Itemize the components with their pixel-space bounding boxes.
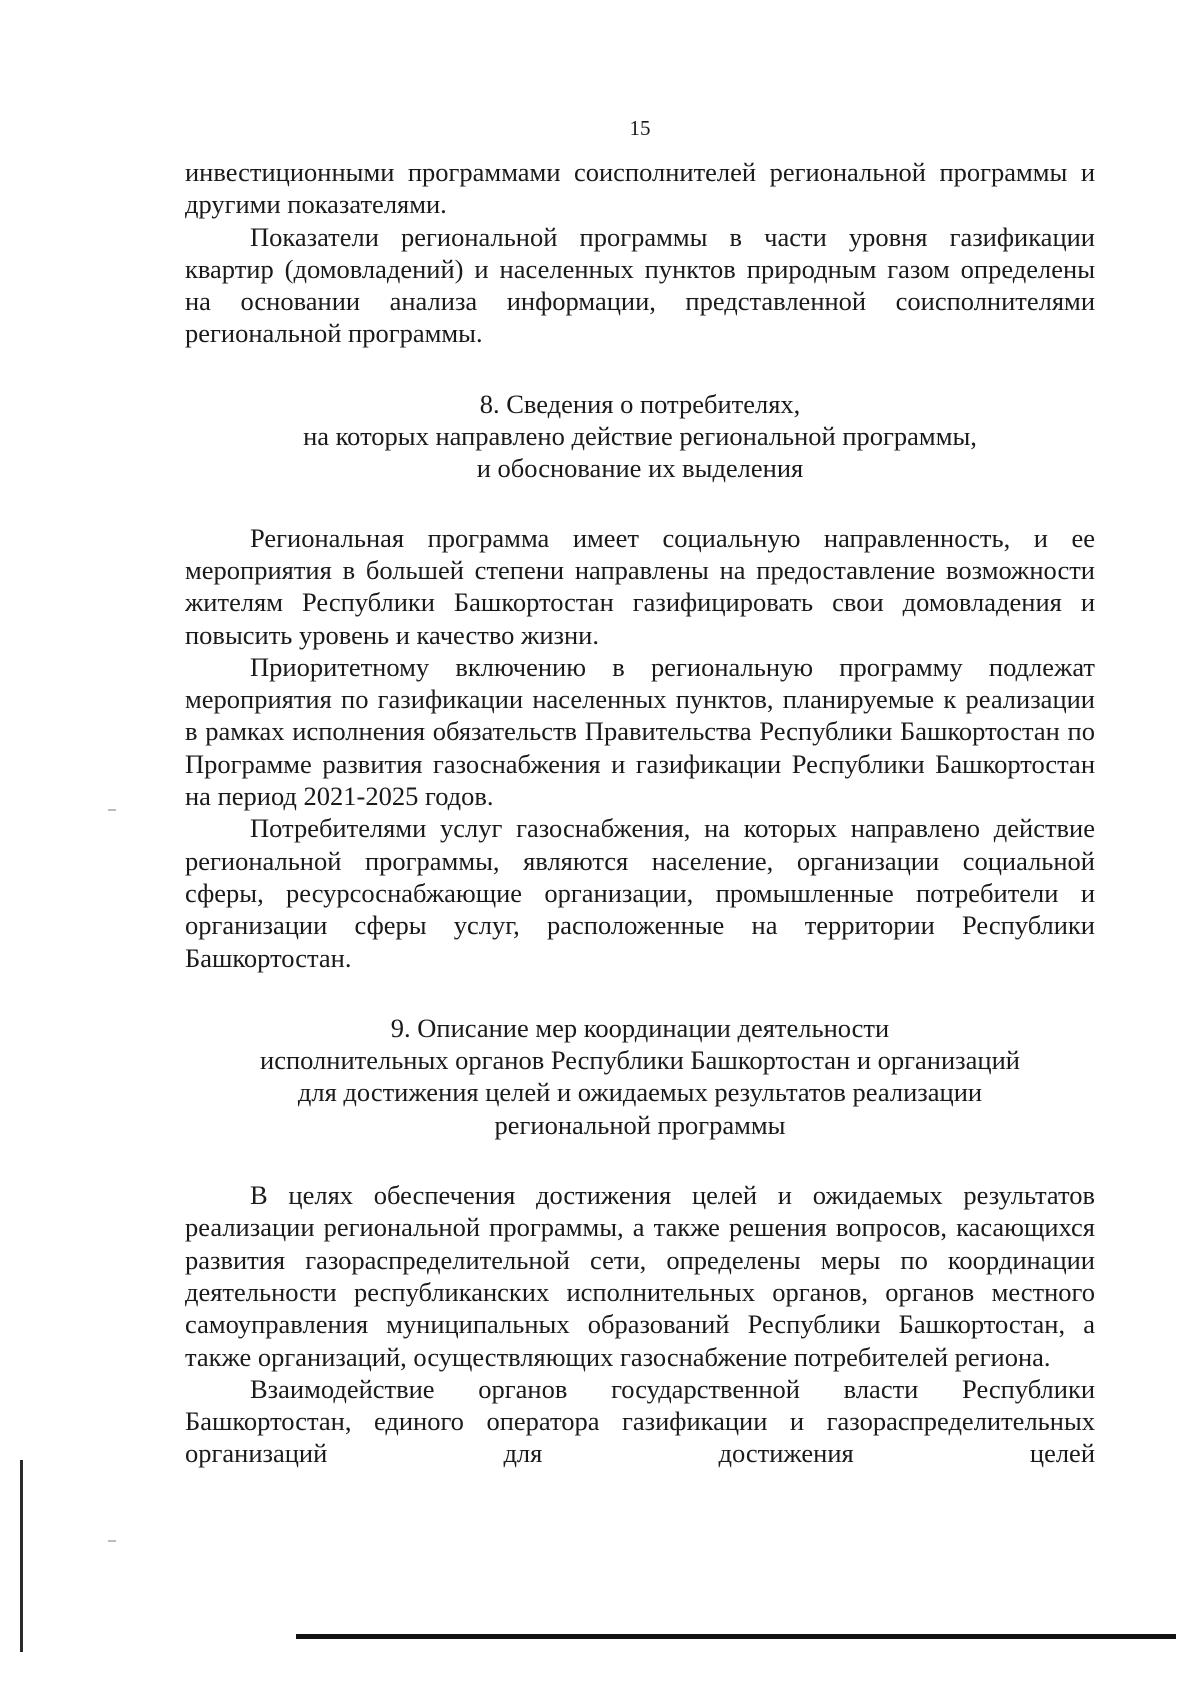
heading-line: 8. Сведения о потребителях,	[479, 388, 801, 419]
scan-left-edge-rule	[20, 1460, 23, 1652]
paragraph-indicators: Показатели региональной программы в части уровня газификации квартир (домовладений) и населенных пунктов природным газом определены на основании анализа информации, представленной соисполнителями региональной программы.	[185, 221, 1095, 349]
document-body	[185, 156, 1095, 1470]
heading-line: и обоснование их выделения	[476, 453, 804, 484]
section-9-heading	[185, 1012, 1095, 1141]
paragraph-continuation: инвестиционными программами соисполнителей региональной программы и другими показателями.	[185, 157, 1095, 220]
heading-line: на которых направлено действие региональной программы,	[303, 421, 977, 452]
scan-speck	[108, 809, 116, 811]
section-8-paragraph: Приоритетному включению в региональную программу подлежат мероприятия по газификации населенных пунктов, планируемые к реализации в рамках исполнения обязательств Правительства Республики Башкортостан по Программе развития газоснабжения и газификации Республики Башкортостан на период 2021-2025 годов.	[185, 651, 1095, 812]
section-9-paragraph: Взаимодействие органов государственной власти Республики Башкортостан, единого оператора газификации и газораспределительных организаций для достижения целей	[185, 1373, 1095, 1469]
page-number: 15	[629, 116, 651, 140]
scan-speck	[108, 1540, 116, 1542]
heading-line: для достижения целей и ожидаемых результатов реализации	[297, 1077, 983, 1108]
section-9-paragraph: В целях обеспечения достижения целей и ожидаемых результатов реализации региональной программы, а также решения вопросов, касающихся развития газораспределительной сети, определены меры по координации деятельности республиканских исполнительных органов, органов местного самоуправления муниципальных образований Республики Башкортостан, а также организаций, осуществляющих газоснабжение потребителей региона.	[185, 1180, 1095, 1372]
scan-bottom-bar	[296, 1634, 1176, 1639]
section-8-paragraph: Региональная программа имеет социальную направленность, и ее мероприятия в большей степени направлены на предоставление возможности жителям Республики Башкортостан газифицировать свои домовладения и повысить уровень и качество жизни.	[185, 522, 1095, 650]
heading-line: региональной программы	[494, 1109, 786, 1140]
section-8-heading	[185, 388, 1095, 485]
heading-line: 9. Описание мер координации деятельности	[390, 1012, 890, 1043]
section-8-paragraph: Потребителями услуг газоснабжения, на которых направлено действие региональной программы, являются население, организации социальной сферы, ресурсоснабжающие организации, промышленные потребители и организации сферы услуг, расположенные на территории Республики Башкортостан.	[185, 813, 1095, 973]
heading-line: исполнительных органов Республики Башкортостан и организаций	[260, 1045, 1020, 1076]
